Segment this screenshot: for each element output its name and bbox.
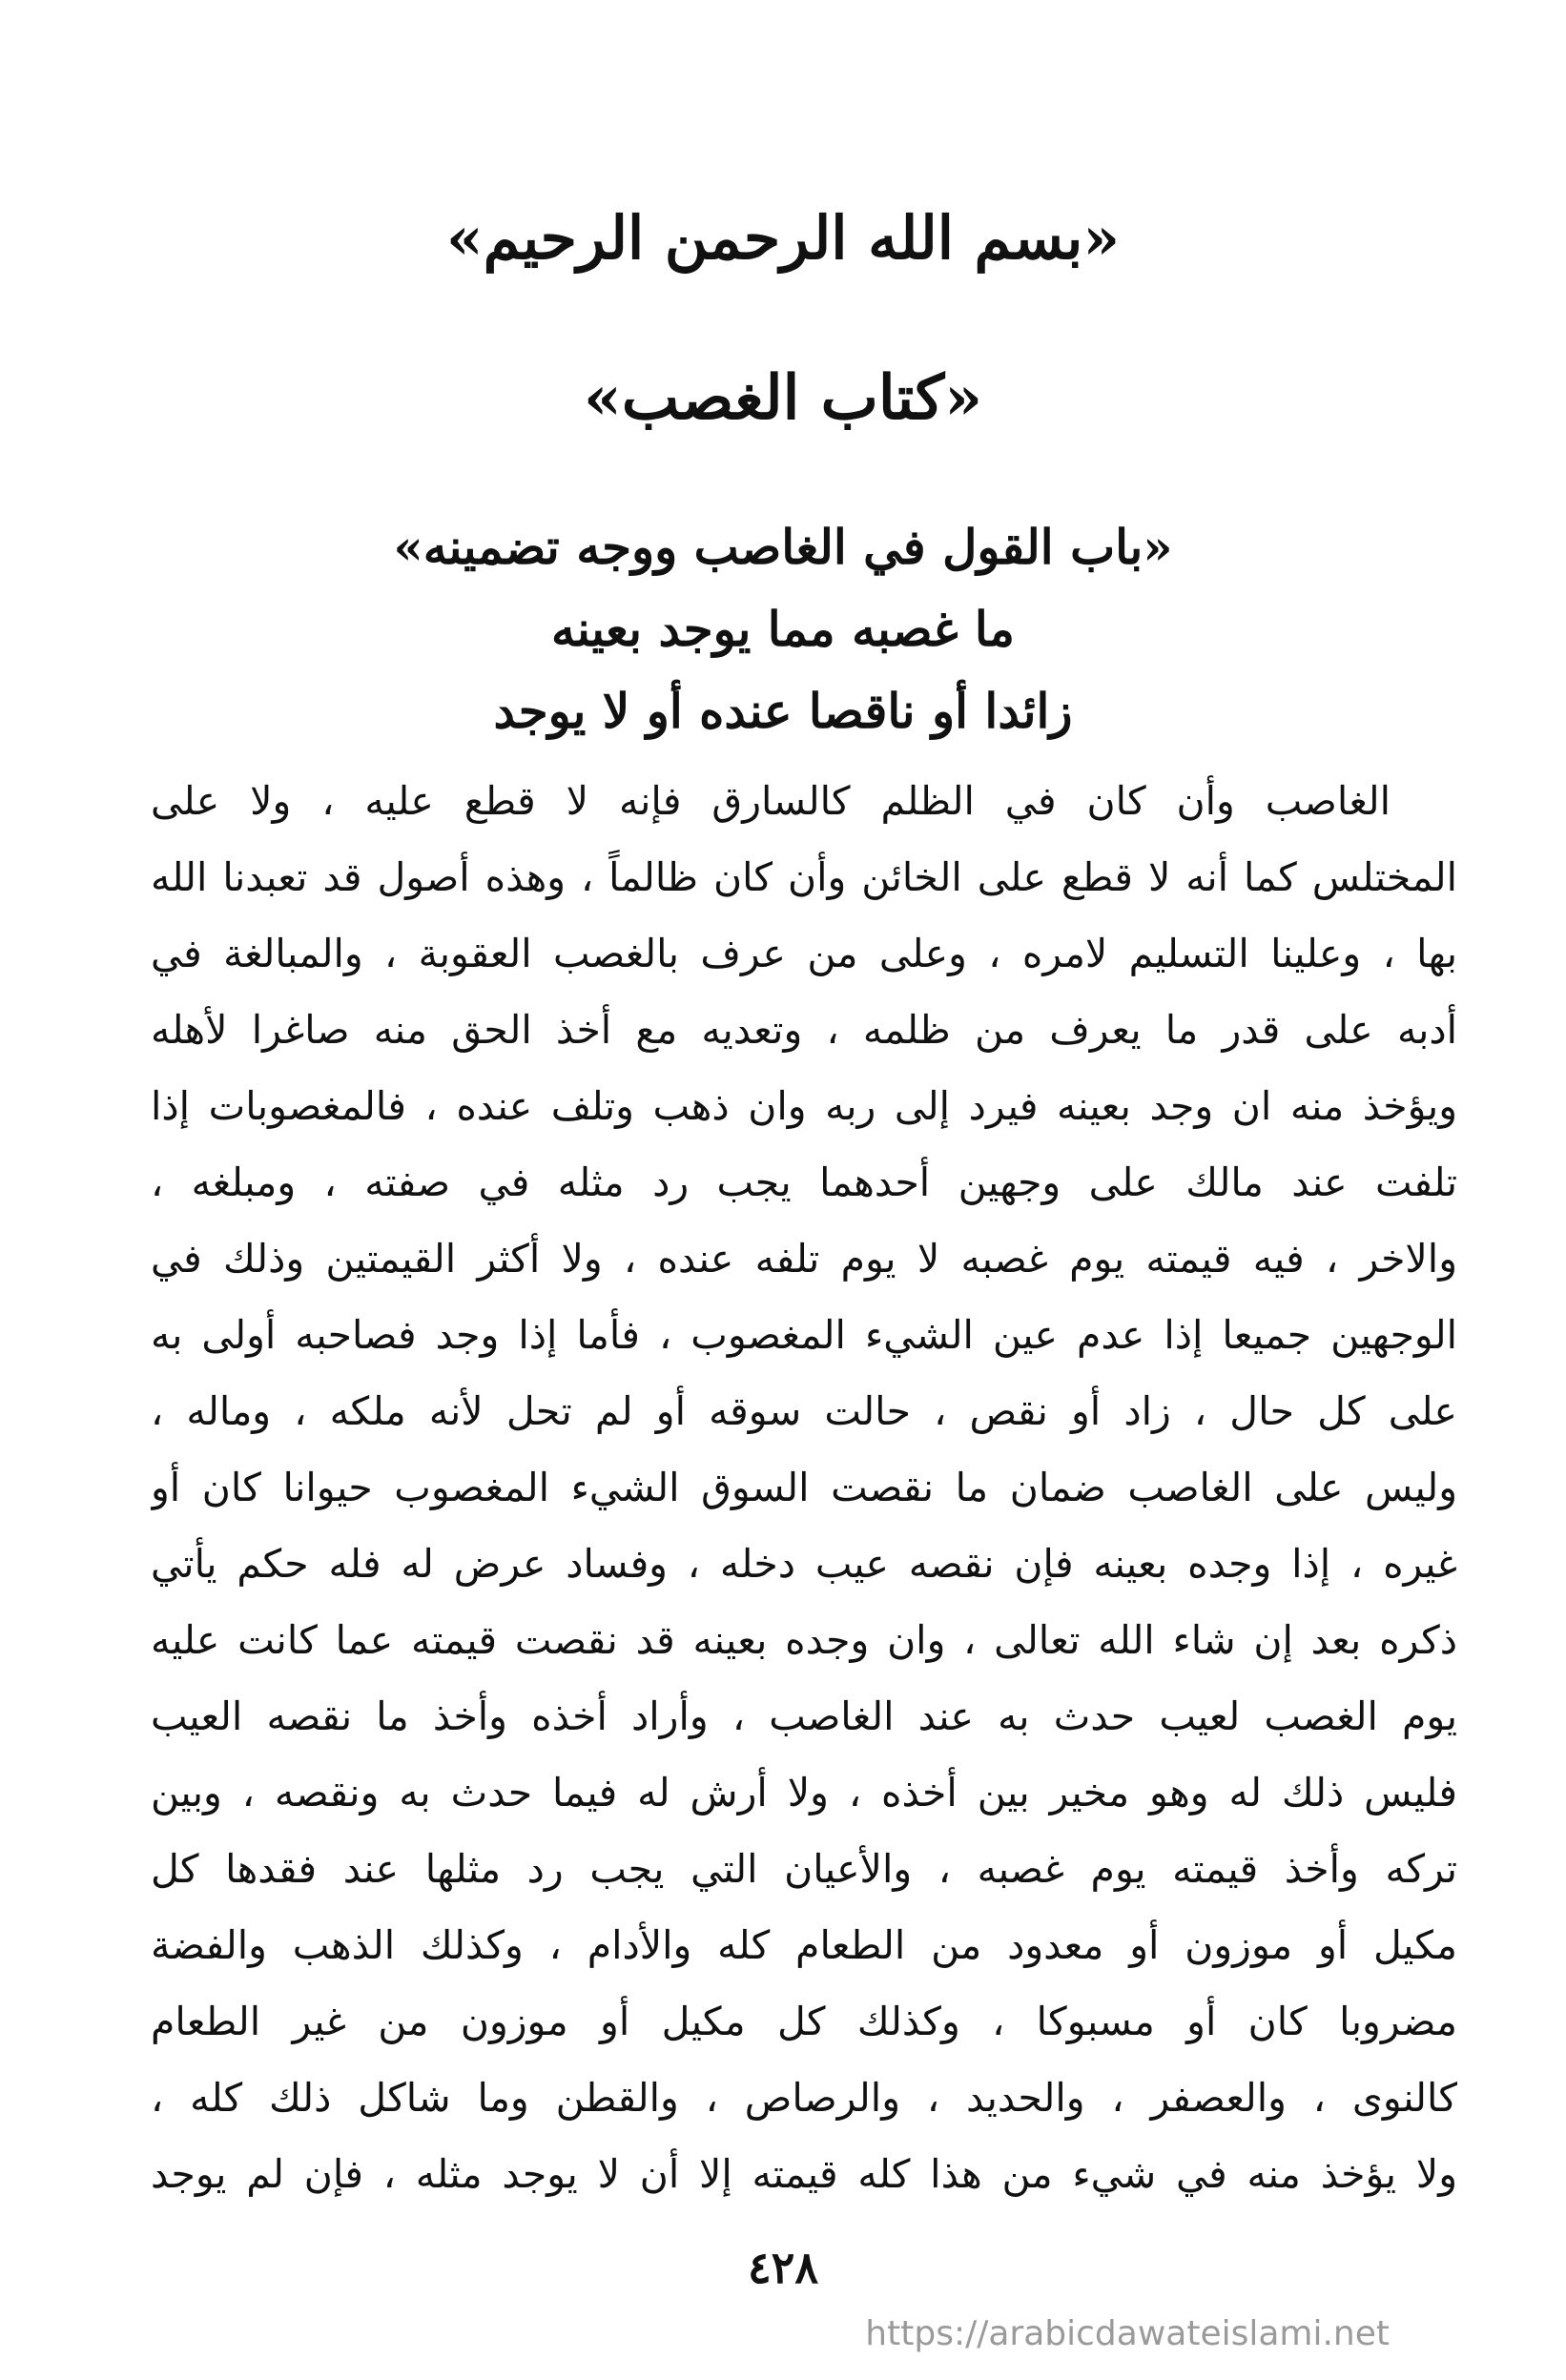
page-number: ٤٢٨ (747, 2242, 819, 2293)
basmala-heading: «بسم الله الرحمن الرحيم» (445, 203, 1121, 273)
text-line: ولا يؤخذ منه في شيء من هذا كله قيمته إلا أن لا يوجد مثله ، فإن لم يوجد (151, 2151, 1457, 2197)
text-line: على كل حال ، زاد أو نقص ، حالت سوقه أو لم تحل لأنه ملكه ، وماله ، (151, 1388, 1457, 1434)
page-headings (0, 195, 1566, 752)
text-line: بها ، وعلينا التسليم لامره ، وعلى من عرف بالغصب العقوبة ، والمبالغة في (151, 931, 1457, 976)
text-line: يوم الغصب لعيب حدث به عند الغاصب ، وأراد أخذه وأخذ ما نقصه العيب (151, 1693, 1457, 1739)
text-line: الغاصب وأن كان في الظلم كالسارق فإنه لا قطع عليه ، ولا على (151, 778, 1391, 824)
body-text (151, 763, 1457, 2212)
text-line: مضروبا كان أو مسبوكا ، وكذلك كل مكيل أو موزون من غير الطعام (151, 1999, 1457, 2044)
text-line: أدبه على قدر ما يعرف من ظلمه ، وتعديه مع أخذ الحق منه صاغرا لأهله (151, 1007, 1457, 1053)
text-line: الوجهين جميعا إذا عدم عين الشيء المغصوب ، فأما إذا وجد فصاحبه أولى به (151, 1312, 1457, 1358)
chapter-subtitle-line-2: زائدا أو ناقصا عنده أو لا يوجد (493, 683, 1073, 739)
chapter-subtitle-line-1: ما غصبه مما يوجد بعينه (551, 601, 1015, 657)
book-title: «كتاب الغصب» (583, 362, 983, 434)
text-line: تركه وأخذ قيمته يوم غصبه ، والأعيان التي يجب رد مثلها عند فقدها كل (151, 1846, 1457, 1892)
text-line: ويؤخذ منه ان وجد بعينه فيرد إلى ربه وان ذهب وتلف عنده ، فالمغصوبات إذا (151, 1083, 1457, 1129)
text-line: ذكره بعد إن شاء الله تعالى ، وان وجده بعينه قد نقصت قيمته عما كانت عليه (151, 1617, 1457, 1663)
text-line: كالنوى ، والعصفر ، والحديد ، والرصاص ، والقطن وما شاكل ذلك كله ، (151, 2075, 1457, 2121)
text-line: المختلس كما أنه لا قطع على الخائن وأن كان ظالماً ، وهذه أصول قد تعبدنا الله (151, 854, 1457, 900)
text-line: فليس ذلك له وهو مخير بين أخذه ، ولا أرش له فيما حدث به ونقصه ، وبين (151, 1770, 1457, 1816)
chapter-title: «باب القول في الغاصب ووجه تضمينه» (393, 519, 1173, 575)
text-line: والاخر ، فيه قيمته يوم غصبه لا يوم تلفه عنده ، ولا أكثر القيمتين وذلك في (151, 1236, 1457, 1282)
text-line: تلفت عند مالك على وجهين أحدهما يجب رد مثله في صفته ، ومبلغه ، (151, 1159, 1457, 1205)
text-line: غيره ، إذا وجده بعينه فإن نقصه عيب دخله ، وفساد عرض له فله حكم يأتي (151, 1541, 1457, 1587)
text-line: وليس على الغاصب ضمان ما نقصت السوق الشيء المغصوب حيوانا كان أو (151, 1465, 1457, 1510)
chapter-heading (0, 506, 1566, 752)
text-line: مكيل أو موزون أو معدود من الطعام كله والأدام ، وكذلك الذهب والفضة (151, 1922, 1457, 1968)
watermark-url: https://arabicdawateislami.net (865, 2314, 1390, 2353)
